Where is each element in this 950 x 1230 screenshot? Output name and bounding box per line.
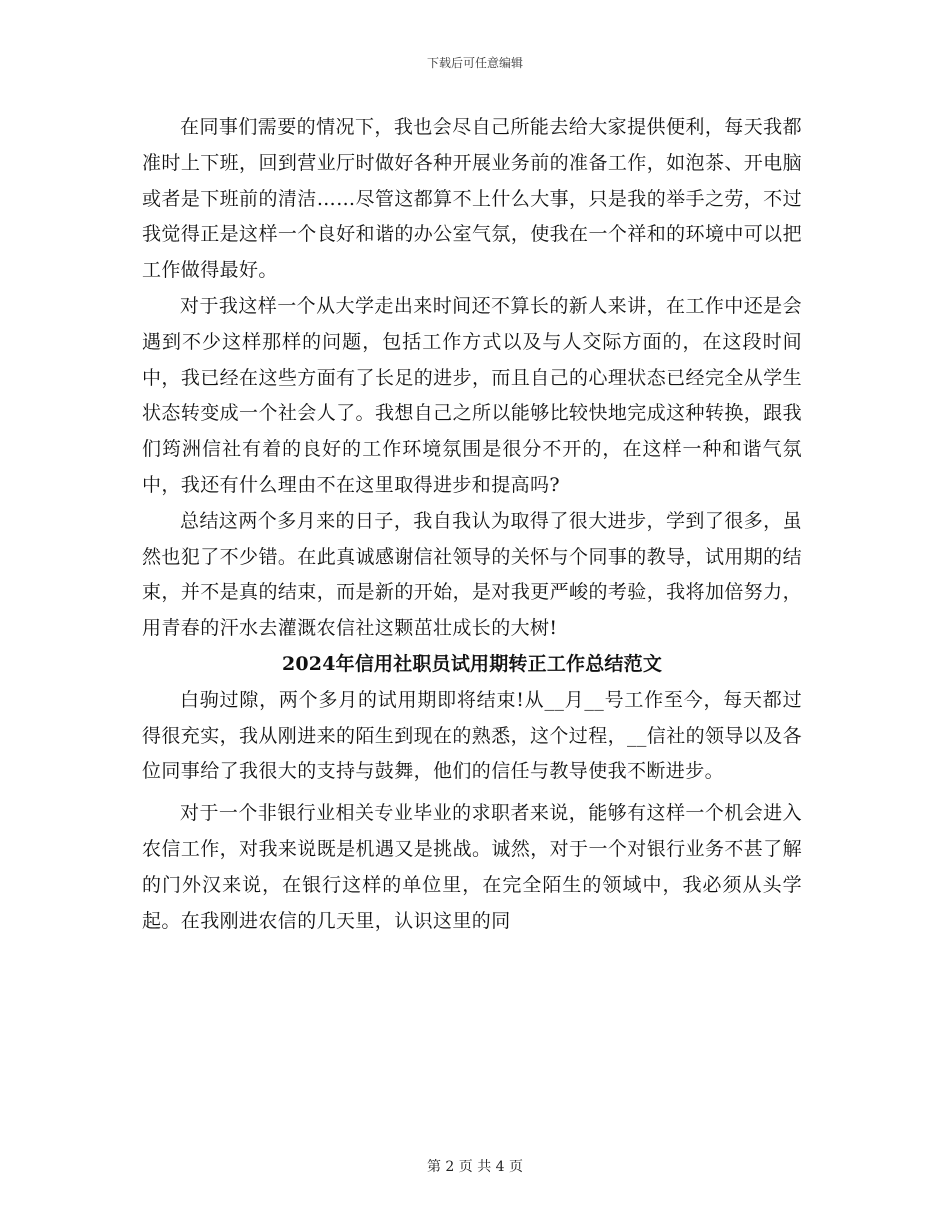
paragraph: 白驹过隙，两个多月的试用期即将结束!从__月__号工作至今，每天都过得很充实，我从刚进来的陌生到现在的熟悉，这个过程，__信社的领导以及各位同事给了我很大的支持与鼓舞，他们的信任与教导使我不断进步。 [142,688,803,783]
page-header: 下载后可任意编辑 [426,56,523,70]
document-body [142,110,802,939]
paragraph: 对于一个非银行业相关专业毕业的求职者来说，能够有这样一个机会进入农信工作，对我来说既是机遇又是挑战。诚然，对于一个对银行业务不甚了解的门外汉来说，在银行这样的单位里，在完全陌生的领域中，我必须从头学起。在我刚进农信的几天里，认识这里的同 [142,802,802,932]
section-heading: 2024年信用社职员试用期转正工作总结范文 [281,652,663,675]
paragraph: 在同事们需要的情况下，我也会尽自己所能去给大家提供便利，每天我都准时上下班，回到营业厅时做好各种开展业务前的准备工作，如泡茶、开电脑或者是下班前的清洁……尽管这都算不上什么大事，只是我的举手之劳，不过我觉得正是这样一个良好和谐的办公室气氛，使我在一个祥和的环境中可以把工作做得最好。 [142,116,802,282]
page-footer: 第 2 页 共 4 页 [426,1159,524,1175]
paragraph: 对于我这样一个从大学走出来时间还不算长的新人来讲，在工作中还是会遇到不少这样那样的问题，包括工作方式以及与人交际方面的，在这段时间中，我已经在这些方面有了长足的进步，而且自己的心理状态已经完全从学生状态转变成一个社会人了。我想自己之所以能够比较快地完成这种转换，跟我们筠洲信社有着的良好的工作环境氛围是很分不开的，在这样一种和谐气氛中，我还有什么理由不在这里取得进步和提高吗? [142,294,802,496]
paragraph: 总结这两个多月来的日子，我自我认为取得了很大进步，学到了很多，虽然也犯了不少错。在此真诚感谢信社领导的关怀与个同事的教导，试用期的结束，并不是真的结束，而是新的开始，是对我更严峻的考验，我将加倍努力，用青春的汗水去灌溉农信社这颗茁壮成长的大树! [142,509,802,640]
